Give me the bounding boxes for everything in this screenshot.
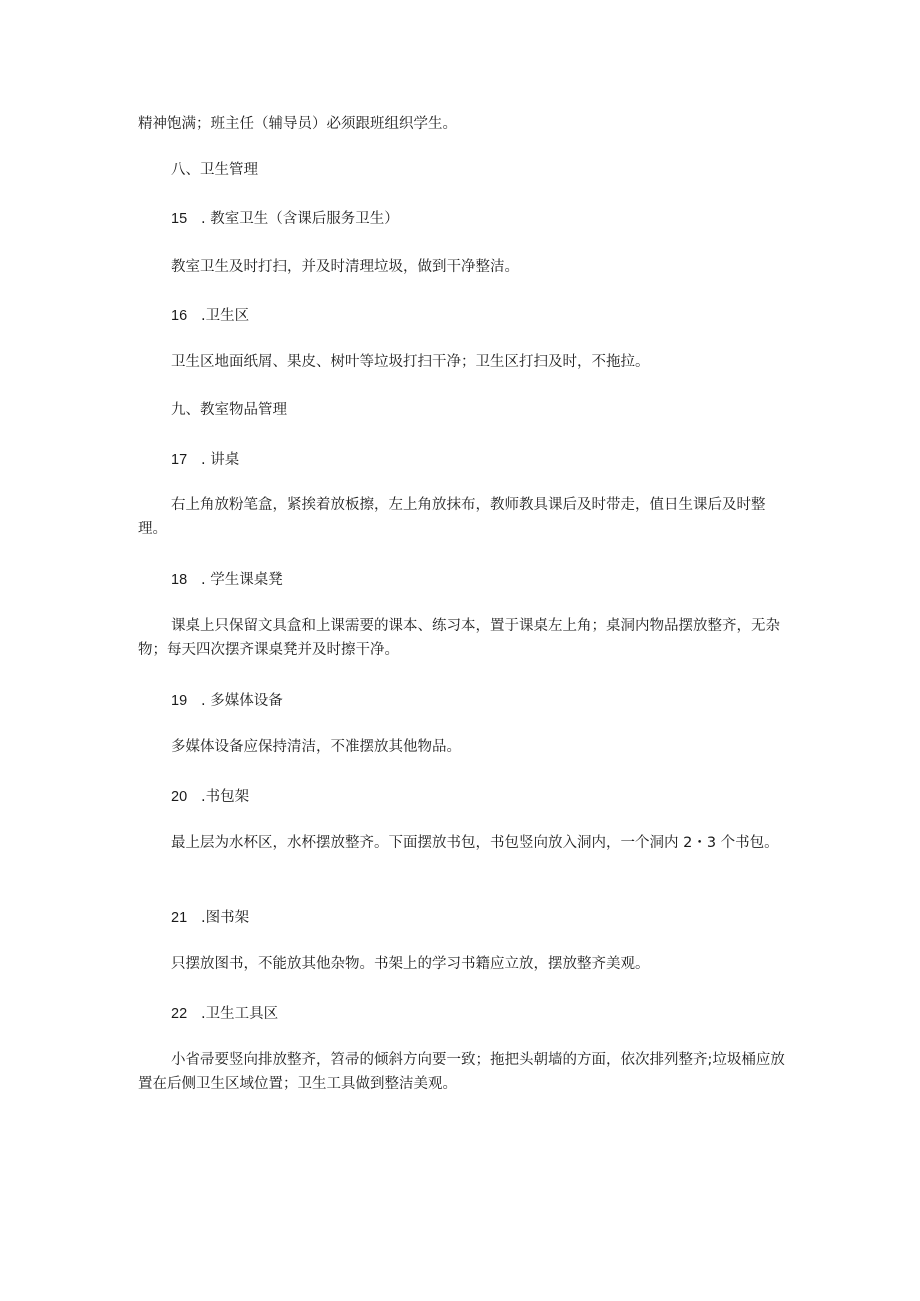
item-heading-15: [138, 207, 823, 231]
section-heading-8: 八、卫生管理: [171, 162, 258, 178]
item-title: . 学生课桌凳: [201, 572, 283, 588]
item-number: 22: [171, 1006, 188, 1022]
item-body-17: 右上角放粉笔盒，紧挨着放板擦，左上角放抹布，教师教具课后及时带走，值日生课后及时整理。: [138, 497, 766, 537]
item-number: 19: [171, 693, 188, 709]
item-body-21: 只摆放图书，不能放其他杂物。书架上的学习书籍应立放，摆放整齐美观。: [171, 956, 650, 972]
item-number: 20: [171, 789, 188, 805]
item-heading-20: [138, 785, 823, 809]
item-heading-18: [138, 568, 823, 592]
item-number: 15: [171, 211, 188, 227]
item-title: .书包架: [201, 789, 250, 805]
item-body-20: 最上层为水杯区，水杯摆放整齐。下面摆放书包，书包竖向放入洞内，一个洞内 2・3 个书包。: [171, 835, 779, 851]
item-number: 17: [171, 452, 188, 468]
section-heading-9: 九、教室物品管理: [171, 402, 287, 418]
item-title: . 多媒体设备: [201, 693, 283, 709]
item-heading-19: [138, 689, 823, 713]
item-title: .卫生区: [201, 308, 250, 324]
item-title: .卫生工具区: [201, 1006, 279, 1022]
item-number: 18: [171, 572, 188, 588]
item-body-22: 小省帚要竖向排放整齐，笤帚的倾斜方向要一致；拖把头朝墙的方面，依次排列整齐;垃圾桶应放置在后侧卫生区域位置；卫生工具做到整洁美观。: [138, 1052, 785, 1092]
item-number: 21: [171, 910, 188, 926]
item-body-18: 课桌上只保留文具盒和上课需要的课本、练习本，置于课桌左上角；桌洞内物品摆放整齐，无杂物；每天四次摆齐课桌凳并及时擦干净。: [138, 618, 780, 658]
item-body-15: 教室卫生及时打扫，并及时清理垃圾，做到干净整洁。: [171, 259, 519, 275]
item-title: . 教室卫生（含课后服务卫生）: [201, 211, 399, 227]
item-heading-17: [138, 448, 823, 472]
item-number: 16: [171, 308, 188, 324]
item-body-16: 卫生区地面纸屑、果皮、树叶等垃圾打扫干净；卫生区打扫及时，不拖拉。: [171, 354, 650, 370]
item-title: .图书架: [201, 910, 250, 926]
item-body-19: 多媒体设备应保持清洁，不准摆放其他物品。: [171, 739, 461, 755]
item-heading-21: [138, 906, 823, 930]
item-heading-16: [138, 304, 823, 328]
item-title: . 讲桌: [201, 452, 240, 468]
item-heading-22: [138, 1002, 823, 1026]
paragraph-continuation: 精神饱满；班主任（辅导员）必须跟班组织学生。: [138, 116, 457, 132]
